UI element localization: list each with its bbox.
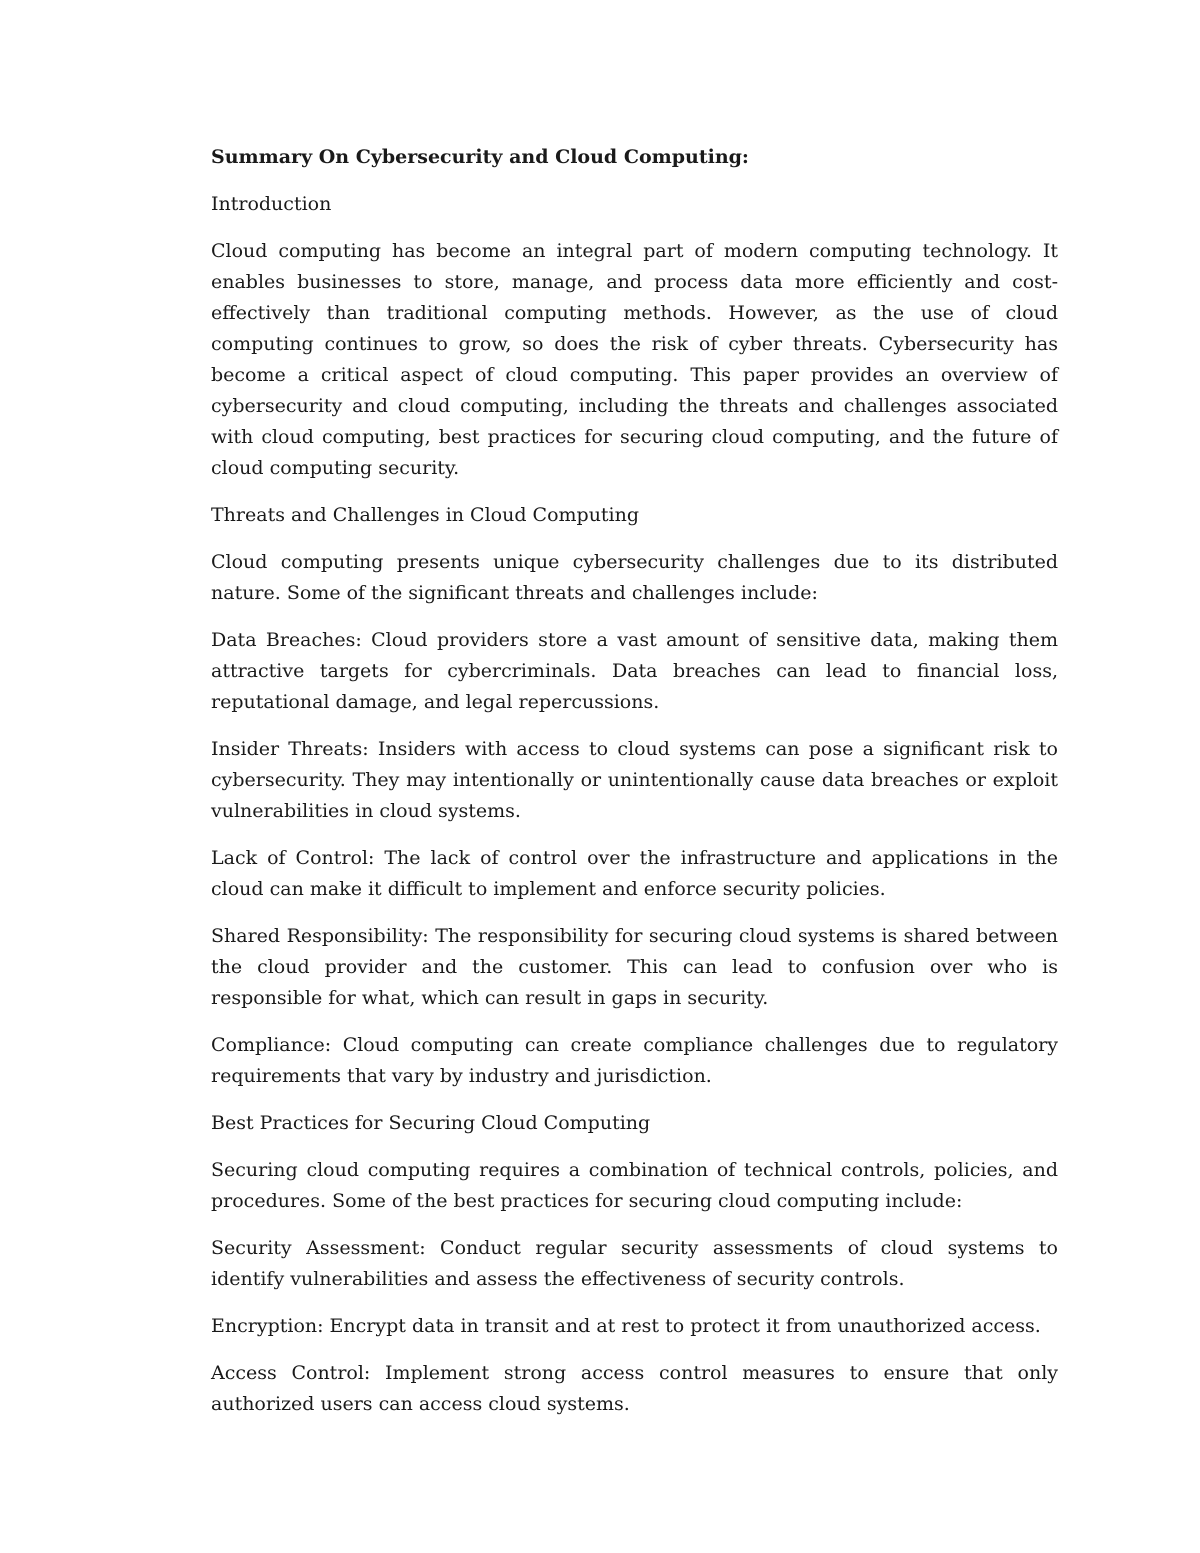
paragraph-security-assessment: Security Assessment: Conduct regular security assessments of cloud systems to identify vulnerabilities and assess the effectiveness of security controls. (211, 1237, 1058, 1290)
section-heading-best-practices: Best Practices for Securing Cloud Computing (211, 1112, 651, 1134)
paragraph-data-breaches: Data Breaches: Cloud providers store a vast amount of sensitive data, making them attractive targets for cybercriminals. Data breaches can lead to financial loss, reputational damage, and legal repercussions. (211, 629, 1058, 713)
paragraph-access-control: Access Control: Implement strong access control measures to ensure that only authorized users can access cloud systems. (211, 1362, 1058, 1415)
document-body (211, 142, 1058, 1436)
paragraph-shared-responsibility: Shared Responsibility: The responsibility for securing cloud systems is shared between the cloud provider and the customer. This can lead to confusion over who is responsible for what, which can result in gaps in security. (211, 925, 1058, 1009)
paragraph-insider-threats: Insider Threats: Insiders with access to cloud systems can pose a significant risk to cybersecurity. They may intentionally or unintentionally cause data breaches or exploit vulnerabilities in cloud systems. (211, 738, 1058, 822)
paragraph-lack-of-control: Lack of Control: The lack of control over the infrastructure and applications in the cloud can make it difficult to implement and enforce security policies. (211, 847, 1058, 900)
document-title: Summary On Cybersecurity and Cloud Computing: (211, 146, 749, 168)
paragraph-introduction: Cloud computing has become an integral part of modern computing technology. It enables businesses to store, manage, and process data more efficiently and cost-effectively than traditional computing methods. However, as the use of cloud computing continues to grow, so does the risk of cyber threats. Cybersecurity has become a critical aspect of cloud computing. This paper provides an overview of cybersecurity and cloud computing, including the threats and challenges associated with cloud computing, best practices for securing cloud computing, and the future of cloud computing security. (211, 240, 1058, 479)
paragraph-threats-intro: Cloud computing presents unique cybersecurity challenges due to its distributed nature. Some of the significant threats and challenges include: (211, 551, 1058, 604)
paragraph-encryption: Encryption: Encrypt data in transit and at rest to protect it from unauthorized access. (211, 1315, 1041, 1337)
section-heading-introduction: Introduction (211, 193, 332, 215)
paragraph-compliance: Compliance: Cloud computing can create compliance challenges due to regulatory requirements that vary by industry and jurisdiction. (211, 1034, 1058, 1087)
section-heading-threats: Threats and Challenges in Cloud Computing (211, 504, 640, 526)
paragraph-best-practices-intro: Securing cloud computing requires a combination of technical controls, policies, and procedures. Some of the best practices for securing cloud computing include: (211, 1159, 1058, 1212)
